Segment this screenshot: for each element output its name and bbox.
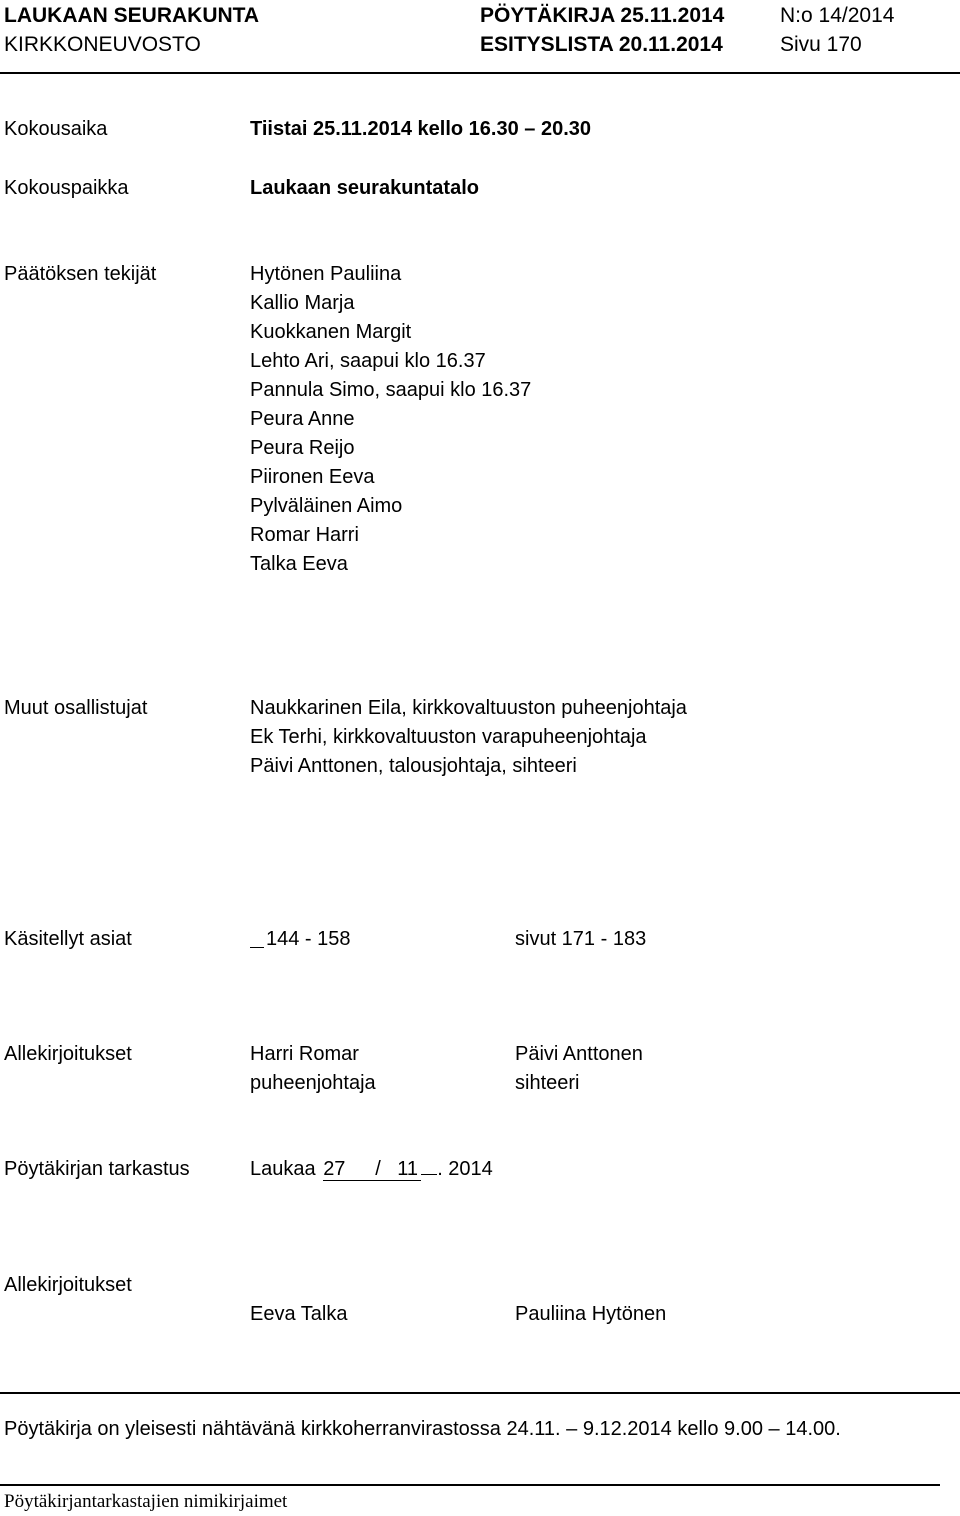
list-item: Romar Harri	[250, 524, 359, 546]
other-participants-label: Muut osallistujat	[4, 697, 148, 719]
chair-role: puheenjohtaja	[250, 1072, 376, 1094]
list-item: Pannula Simo, saapui klo 16.37	[250, 379, 532, 401]
list-item: Peura Reijo	[250, 437, 355, 459]
review-blank	[421, 1174, 437, 1175]
items-range	[250, 925, 351, 954]
meeting-place-value: Laukaan seurakuntatalo	[250, 177, 479, 199]
secretary-role: sihteeri	[515, 1072, 580, 1094]
list-item: Piironen Eeva	[250, 466, 375, 488]
list-item: Peura Anne	[250, 408, 355, 430]
reviewer-signatures-label: Allekirjoitukset	[4, 1274, 132, 1296]
header-rule	[0, 72, 960, 74]
meeting-time-value: Tiistai 25.11.2014 kello 16.30 – 20.30	[250, 118, 592, 140]
review-place: Laukaa	[250, 1158, 316, 1180]
decision-makers-list	[250, 260, 531, 579]
list-item: Kallio Marja	[250, 292, 355, 314]
notice-rule	[0, 1392, 960, 1394]
decision-makers-label: Päätöksen tekijät	[4, 263, 157, 285]
footer-rule	[0, 1484, 940, 1486]
items-range-value: 144 - 158	[266, 928, 351, 950]
org-name: LAUKAAN SEURAKUNTA	[4, 4, 260, 27]
meeting-time-label: Kokousaika	[4, 118, 108, 140]
page-number: Sivu 170	[780, 33, 862, 56]
review-slash: /	[361, 1158, 385, 1181]
reviewer-name-2: Pauliina Hytönen	[515, 1303, 667, 1325]
list-item: Hytönen Pauliina	[250, 263, 402, 285]
list-item: Talka Eeva	[250, 553, 348, 575]
meeting-place-label: Kokouspaikka	[4, 177, 129, 199]
items-label: Käsitellyt asiat	[4, 928, 132, 950]
agenda-date: ESITYSLISTA 20.11.2014	[480, 33, 723, 56]
chair-name: Harri Romar	[250, 1043, 359, 1065]
footer-initials-label: Pöytäkirjantarkastajien nimikirjaimet	[4, 1491, 288, 1512]
list-item: Naukkarinen Eila, kirkkovaltuuston puheenjohtaja	[250, 697, 687, 719]
public-notice: Pöytäkirja on yleisesti nähtävänä kirkkoherranvirastossa 24.11. – 9.12.2014 kello 9.00 – 14.00.	[4, 1418, 841, 1440]
underline-mark	[250, 925, 264, 948]
reviewer-name-1: Eeva Talka	[250, 1303, 348, 1325]
secretary-name: Päivi Anttonen	[515, 1043, 643, 1065]
review-month: 11	[385, 1158, 421, 1181]
review-date	[250, 1155, 493, 1184]
minutes-date: PÖYTÄKIRJA 25.11.2014	[480, 4, 725, 27]
list-item: Lehto Ari, saapui klo 16.37	[250, 350, 486, 372]
review-day: 27	[323, 1158, 361, 1181]
signatures-label: Allekirjoitukset	[4, 1043, 132, 1065]
list-item: Päivi Anttonen, talousjohtaja, sihteeri	[250, 755, 577, 777]
review-label: Pöytäkirjan tarkastus	[4, 1158, 190, 1180]
document-number: N:o 14/2014	[780, 4, 895, 27]
other-participants-list	[250, 694, 687, 781]
items-pages: sivut 171 - 183	[515, 928, 647, 950]
board-name: KIRKKONEUVOSTO	[4, 33, 201, 56]
list-item: Ek Terhi, kirkkovaltuuston varapuheenjohtaja	[250, 726, 647, 748]
review-year: . 2014	[437, 1158, 493, 1180]
list-item: Kuokkanen Margit	[250, 321, 412, 343]
list-item: Pylväläinen Aimo	[250, 495, 403, 517]
